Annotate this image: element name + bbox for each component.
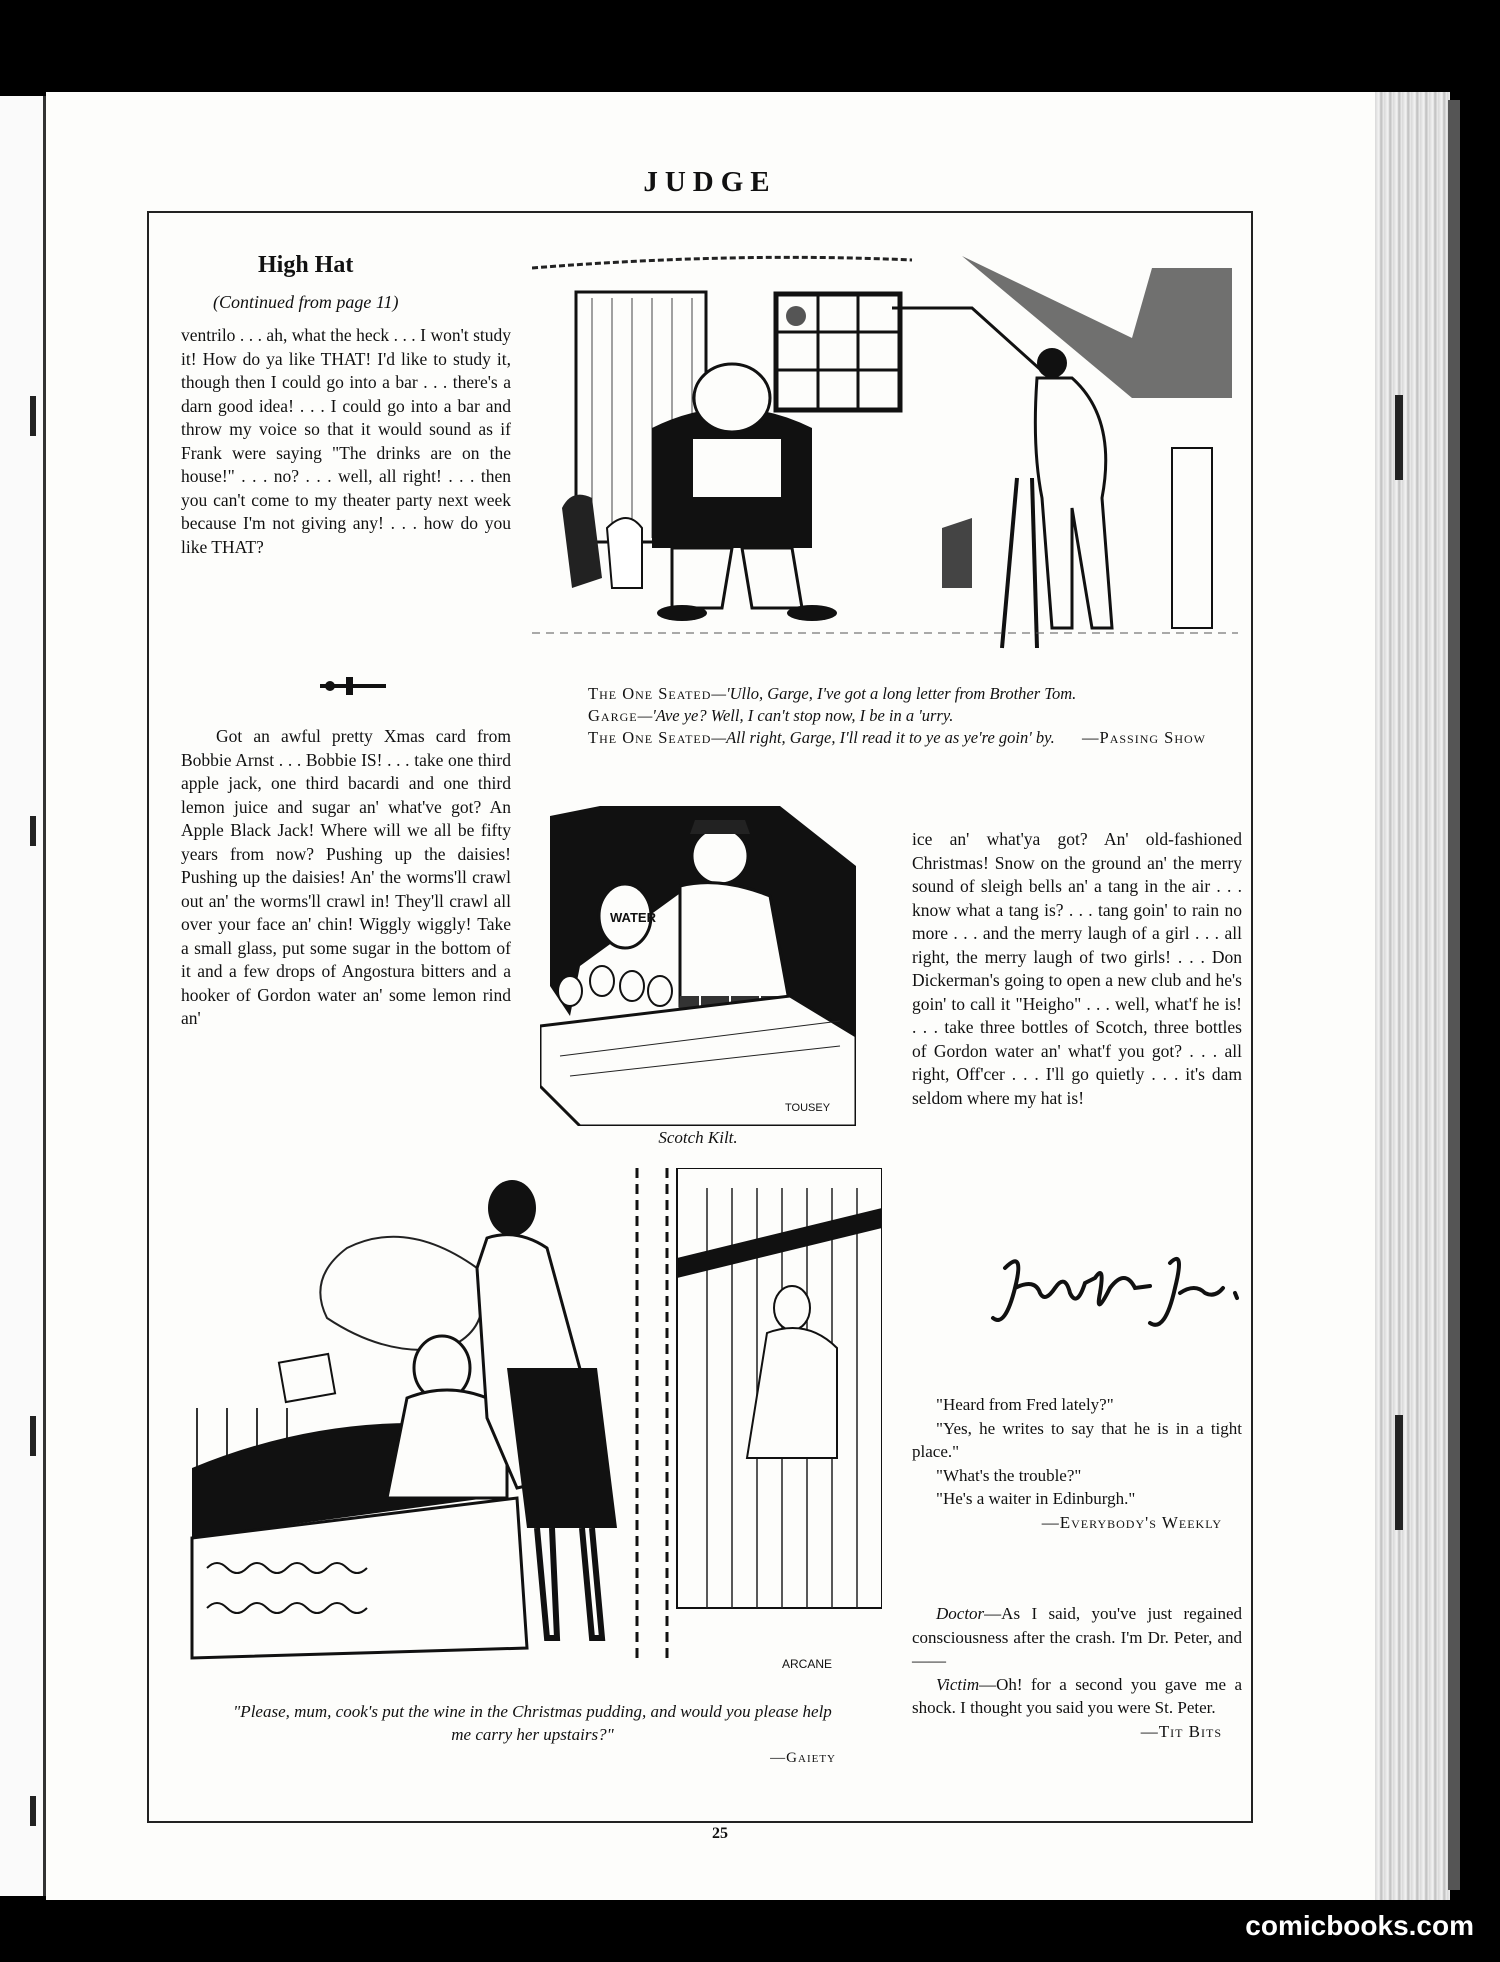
cartoon-seated-man-illustration xyxy=(532,248,1238,668)
joke2-victim-text: —Oh! for a second you gave me a shock. I thought you said you were St. Peter. xyxy=(912,1674,1242,1717)
caption-line-3: —All right, Garge, I'll read it to ye as ye're goin' by. xyxy=(711,728,1055,747)
scotch-kilt-caption: Scotch Kilt. xyxy=(658,1128,738,1147)
joke1-line-4: "He's a waiter in Edinburgh." xyxy=(936,1489,1136,1508)
joke1-line-2: "Yes, he writes to say that he is in a tight place." xyxy=(912,1418,1242,1461)
page-stack-edge xyxy=(1375,92,1450,1900)
gaiety-credit: —Gaiety xyxy=(770,1750,836,1766)
speaker-doctor: Doctor xyxy=(936,1604,985,1623)
joke-fred xyxy=(912,1393,1242,1534)
speaker-garge: Garge xyxy=(588,706,638,725)
tousey-artist-signature: TOUSEY xyxy=(785,1102,831,1114)
speaker-one-seated: The One Seated xyxy=(588,684,712,703)
article-paragraph-3: ice an' what'ya got? An' old-fashioned Christmas! Snow on the ground an' the merry sound of sleigh bells an' a tang in the air . . . know what a tang is? . . . tang goin' to rain no more . . . and the merry laugh of a girl . . . all right, the merry laugh of two girls! . . . Don Dickerman's going to open a new club and he's goin' to call it "Heigho" . . . well, what'f he is! . . . take three bottles of Scotch, three bottles of Gordon water an' what'f you got? . . . all right, Off'cer . . . I'll go quietly . . . it's dam seldom where my hat is! xyxy=(912,829,1242,1108)
caption-line-1: —'Ullo, Garge, I've got a long letter from Brother Tom. xyxy=(711,684,1077,703)
article-column-1 xyxy=(181,324,511,559)
facing-page-edge xyxy=(0,96,50,1896)
joke1-line-3: "What's the trouble?" xyxy=(936,1465,1082,1485)
cartoon-christmas-pudding-illustration xyxy=(187,1168,882,1673)
speaker-victim: Victim xyxy=(936,1674,980,1694)
article-column-3 xyxy=(912,828,1242,1110)
cartoon-scotch-kilt-illustration xyxy=(540,806,856,1126)
joke-doctor xyxy=(912,1602,1242,1743)
joke2-doctor-text: —As I said, you've just regained consciousness after the crash. I'm Dr. Peter, and—— xyxy=(912,1604,1242,1670)
masthead: JUDGE xyxy=(643,166,777,198)
speaker-one-seated-2: The One Seated xyxy=(588,728,712,747)
water-jug-label: WATER xyxy=(610,910,656,925)
page-number: 25 xyxy=(712,1825,728,1842)
arcane-artist-signature: ARCANE xyxy=(782,1657,833,1671)
book-spine xyxy=(1448,100,1460,1890)
watermark: comicbooks.com xyxy=(1245,1910,1474,1941)
judge-jr-signature xyxy=(985,1248,1250,1343)
article-title: High Hat xyxy=(258,252,354,278)
dagger-ornament-icon xyxy=(318,676,388,696)
everybodys-weekly-credit: —Everybody's Weekly xyxy=(1041,1512,1222,1532)
joke1-line-1: "Heard from Fred lately?" xyxy=(936,1395,1114,1414)
pudding-caption: "Please, mum, cook's put the wine in the Christmas pudding, and would you please help me carry her upstairs?" xyxy=(233,1702,832,1744)
article-column-2 xyxy=(181,725,511,1031)
tit-bits-credit: —Tit Bits xyxy=(1140,1721,1222,1741)
article-paragraph-1: ventrilo . . . ah, what the heck . . . I won't study it! How do ya like THAT! I'd like to study it, though then I could go into a bar . . . there's a darn good idea! . . . I could go into a bar and throw my voice so that it would sound as if Frank were saying "The drinks are on the house!" . . . no? . . . well, all right! . . . then you can't come to my theater party next week because I'm not giving any! . . . how do you like THAT? xyxy=(181,325,511,557)
caption-line-2: —'Ave ye? Well, I can't stop now, I be in a 'urry. xyxy=(637,706,954,725)
cartoon1-credit: —Passing Show xyxy=(1082,728,1206,747)
page-tab-mark xyxy=(1395,395,1403,480)
cartoon1-caption xyxy=(566,683,1206,749)
page-tab-mark xyxy=(1395,1415,1403,1530)
continued-note: (Continued from page 11) xyxy=(213,292,399,312)
article-paragraph-2: Got an awful pretty Xmas card from Bobbie Arnst . . . Bobbie IS! . . . take one third apple jack, one third bacardi and one third lemon juice and sugar an' what've got? An Apple Black Jack! Where will we all be fifty years from now? Pushing up the daisies! Pushing up the daisies! An' the worms'll crawl out an' the worms'll crawl in! They'll crawl all over your face an' chin! Wiggly wiggly! Take a small glass, put some sugar in the bottom of it and a few drops of Angostura bitters and a hooker of Gordon water an' some lemon rind an' xyxy=(181,726,511,1028)
